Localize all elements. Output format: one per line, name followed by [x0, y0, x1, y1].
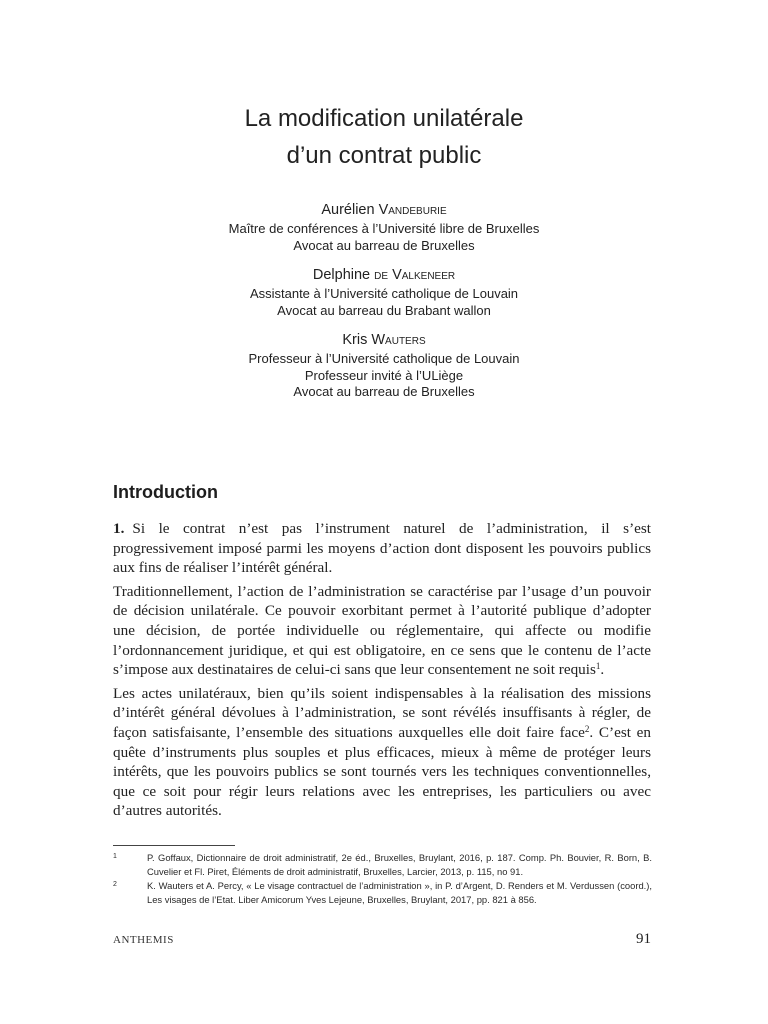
footnote-ref[interactable]: 2: [584, 723, 590, 734]
title-line-2: d’un contrat public: [286, 142, 482, 169]
author-block: [0, 199, 768, 411]
footnote-mark: 2: [113, 881, 117, 888]
author-name: Delphine de Valkeneer: [312, 267, 456, 283]
author-affiliation: Professeur invité à l’ULiège: [304, 367, 464, 383]
author-affiliation: Avocat au barreau de Bruxelles: [293, 237, 475, 253]
paragraph-2: Traditionnellement, l’action de l’administration se caractérise par l’usage d’un pouvoir de décision unilatérale. Ce pouvoir exorbitant permet à l’autorité publique d’adopter une décision, de portée individuelle ou réglementaire, qui affecte ou modifie l’ordonnancement juridique, et qui est obligatoire, en ce sens que le contenu de l’acte s’impose aux destinataires de celui-ci sans que leur consentement ne soit requis$^1$.: [113, 582, 651, 679]
body-text: [113, 519, 651, 825]
footnote-mark: 1: [113, 853, 117, 860]
author-3: [0, 329, 768, 401]
title-line-1: La modification unilatérale: [244, 105, 524, 132]
paragraph-3: Les actes unilatéraux, bien qu’ils soient indispensables à la réalisation des missions d’intérêt général dévolues à l’administration, se sont révélés insuffisants à régler, de façon satisfaisante, l’ensemble des situations auxquelles elle doit faire face$^2$. C’est en quête d’instruments plus souples et plus efficaces, mieux à même de protéger leurs intérêts, que les pouvoirs publics se sont tournés vers les techniques conventionnelles, que ce soit pour régir leurs relations avec les entreprises, les particuliers ou avec d’autres autorités.: [113, 684, 651, 820]
footnote-ref[interactable]: 1: [595, 661, 601, 672]
author-affiliation: Avocat au barreau de Bruxelles: [293, 384, 475, 399]
author-1: [0, 199, 768, 254]
author-name: Kris Wauters: [342, 332, 426, 348]
author-affiliation: Assistante à l’Université catholique de Louvain: [249, 286, 519, 301]
author-affiliation: Maître de conférences à l’Université libre de Bruxelles: [228, 221, 540, 236]
footnote-text: P. Goffaux, Dictionnaire de droit administratif, 2e éd., Bruxelles, Bruylant, 2016, p. 187. Comp. Ph. Bouvier, R. Born, B. Cuvelier et Fl. Piret, Éléments de droit administratif, Bruxelles, Larcier, 2013, p. 115, no 91.: [147, 852, 652, 877]
footnote: [113, 879, 652, 907]
paragraph-1: 1. Si le contrat n’est pas l’instrument naturel de l’administration, il s’est progressivement imposé parmi les moyens d’action dont disposent les pouvoirs publics aux fins de réaliser l’intérêt général.: [113, 520, 651, 577]
author-name: Aurélien Vandeburie: [321, 202, 447, 218]
paragraph-number: 1.: [113, 520, 125, 537]
page-number: 91: [636, 931, 651, 947]
author-affiliation: Professeur à l’Université catholique de Louvain: [248, 351, 520, 366]
publisher-name: ANTHEMIS: [113, 934, 174, 946]
author-affiliation: Avocat au barreau du Brabant wallon: [277, 302, 491, 318]
footnotes: [113, 851, 652, 907]
footnote-divider: [113, 845, 235, 846]
footnote-text: K. Wauters et A. Percy, « Le visage contractuel de l’administration », in P. d’Argent, D. Renders et M. Verdussen (coord.), Les visages de l’Etat. Liber Amicorum Yves Lejeune, Bruxelles, Bruylant, 2017, pp. 821 à 856.: [147, 880, 652, 905]
section-heading: Introduction: [113, 482, 218, 502]
article-title: [0, 100, 768, 174]
footnote: [113, 851, 652, 879]
author-2: [0, 264, 768, 319]
